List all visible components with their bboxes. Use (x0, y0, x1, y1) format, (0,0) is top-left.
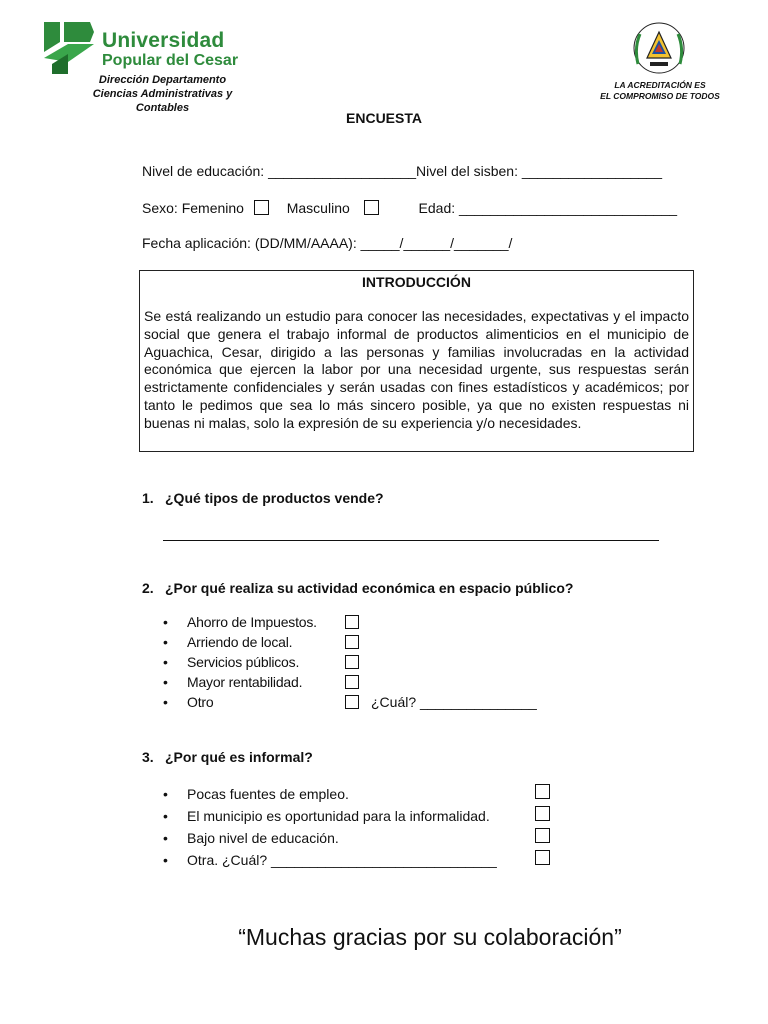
option-label[interactable]: Otra. ¿Cuál? _____________________________ (187, 852, 497, 868)
question-1-answer-line[interactable] (163, 540, 659, 541)
masculino-label: Masculino (286, 200, 350, 216)
option-label: Bajo nivel de educación. (187, 830, 339, 846)
introduction-box (139, 270, 694, 452)
question-1 (142, 490, 384, 506)
bullet: • (163, 830, 168, 846)
sexo-label: Sexo: Femenino (142, 200, 244, 216)
question-number: 2. (142, 580, 154, 596)
list-item (163, 692, 583, 712)
education-sisben-row (142, 163, 662, 179)
bullet: • (163, 694, 168, 710)
option-checkbox[interactable] (535, 850, 550, 865)
department-line: Dirección Departamento (98, 74, 227, 86)
list-item (163, 612, 583, 632)
question-3-options (163, 783, 563, 871)
option-checkbox[interactable] (535, 806, 550, 821)
introduction-title: INTRODUCCIÓN (362, 274, 471, 290)
list-item (163, 849, 563, 871)
option-label: Ahorro de Impuestos. (187, 614, 317, 630)
option-checkbox[interactable] (535, 828, 550, 843)
option-label: Arriendo de local. (187, 634, 293, 650)
bullet: • (163, 614, 168, 630)
list-item (163, 652, 583, 672)
nivel-sisben-field[interactable]: Nivel del sisben: __________________ (416, 163, 662, 179)
department-name (80, 73, 245, 115)
motto-line: LA ACREDITACIÓN ES (614, 80, 706, 90)
bullet: • (163, 634, 168, 650)
introduction-text: Se está realizando un estudio para conocer las necesidades, expectativas y el impacto social que genera el trabajo informal de productos alimenticios en el municipio de Aguachica, Cesar, dirigido a las personas y familias involucradas en la actividad económica que ejercen la labor por una necesidad urgente, sus respuestas serán estrictamente confidenciales y serán usadas con fines estadísticos y académicos; por tanto le pedimos que sea lo más sincero posible, ya que no existen respuestas ni buenas ni malas, solo la expresión de su experiencia y/o necesidades. (144, 308, 689, 431)
question-2-options (163, 612, 583, 712)
question-3 (142, 749, 313, 765)
option-label: Servicios públicos. (187, 654, 300, 670)
bullet: • (163, 674, 168, 690)
option-checkbox[interactable] (345, 675, 359, 689)
motto-line: EL COMPROMISO DE TODOS (600, 91, 720, 101)
question-2 (142, 580, 573, 596)
department-line: Contables (135, 102, 190, 114)
question-text: ¿Por qué es informal? (165, 749, 313, 765)
question-text: ¿Por qué realiza su actividad económica en espacio público? (165, 580, 574, 596)
bullet: • (163, 786, 168, 802)
femenino-checkbox[interactable] (254, 200, 269, 215)
option-label: Mayor rentabilidad. (187, 674, 303, 690)
bullet: • (163, 852, 168, 868)
nivel-educacion-field[interactable]: Nivel de educación: ___________________ (142, 163, 417, 179)
university-name-line2: Popular del Cesar (102, 52, 239, 69)
university-logo-icon (38, 18, 96, 76)
other-specify-field[interactable]: ¿Cuál? _______________ (371, 694, 537, 710)
option-label: Pocas fuentes de empleo. (187, 786, 349, 802)
option-checkbox[interactable] (535, 784, 550, 799)
university-name (102, 30, 238, 69)
option-label: El municipio es oportunidad para la informalidad. (187, 808, 490, 824)
question-text: ¿Qué tipos de productos vende? (165, 490, 384, 506)
edad-field[interactable]: Edad: ____________________________ (418, 200, 678, 216)
option-checkbox[interactable] (345, 635, 359, 649)
sex-age-row (142, 200, 677, 216)
university-name-line1: Universidad (102, 29, 225, 52)
list-item (163, 783, 563, 805)
option-checkbox[interactable] (345, 615, 359, 629)
list-item (163, 827, 563, 849)
list-item (163, 805, 563, 827)
accreditation-motto (598, 80, 722, 102)
list-item (163, 672, 583, 692)
list-item (163, 632, 583, 652)
question-number: 1. (142, 490, 154, 506)
question-number: 3. (142, 749, 154, 765)
option-checkbox[interactable] (345, 695, 359, 709)
option-label: Otro (187, 694, 214, 710)
option-checkbox[interactable] (345, 655, 359, 669)
thanks-message: “Muchas gracias por su colaboración” (238, 924, 622, 950)
survey-title: ENCUESTA (346, 110, 422, 126)
accreditation-seal-icon (628, 20, 690, 82)
bullet: • (163, 808, 168, 824)
fecha-field[interactable]: Fecha aplicación: (DD/MM/AAAA): _____/______/_______/ (142, 235, 513, 251)
masculino-checkbox[interactable] (364, 200, 379, 215)
bullet: • (163, 654, 168, 670)
department-line: Ciencias Administrativas y (92, 88, 233, 100)
